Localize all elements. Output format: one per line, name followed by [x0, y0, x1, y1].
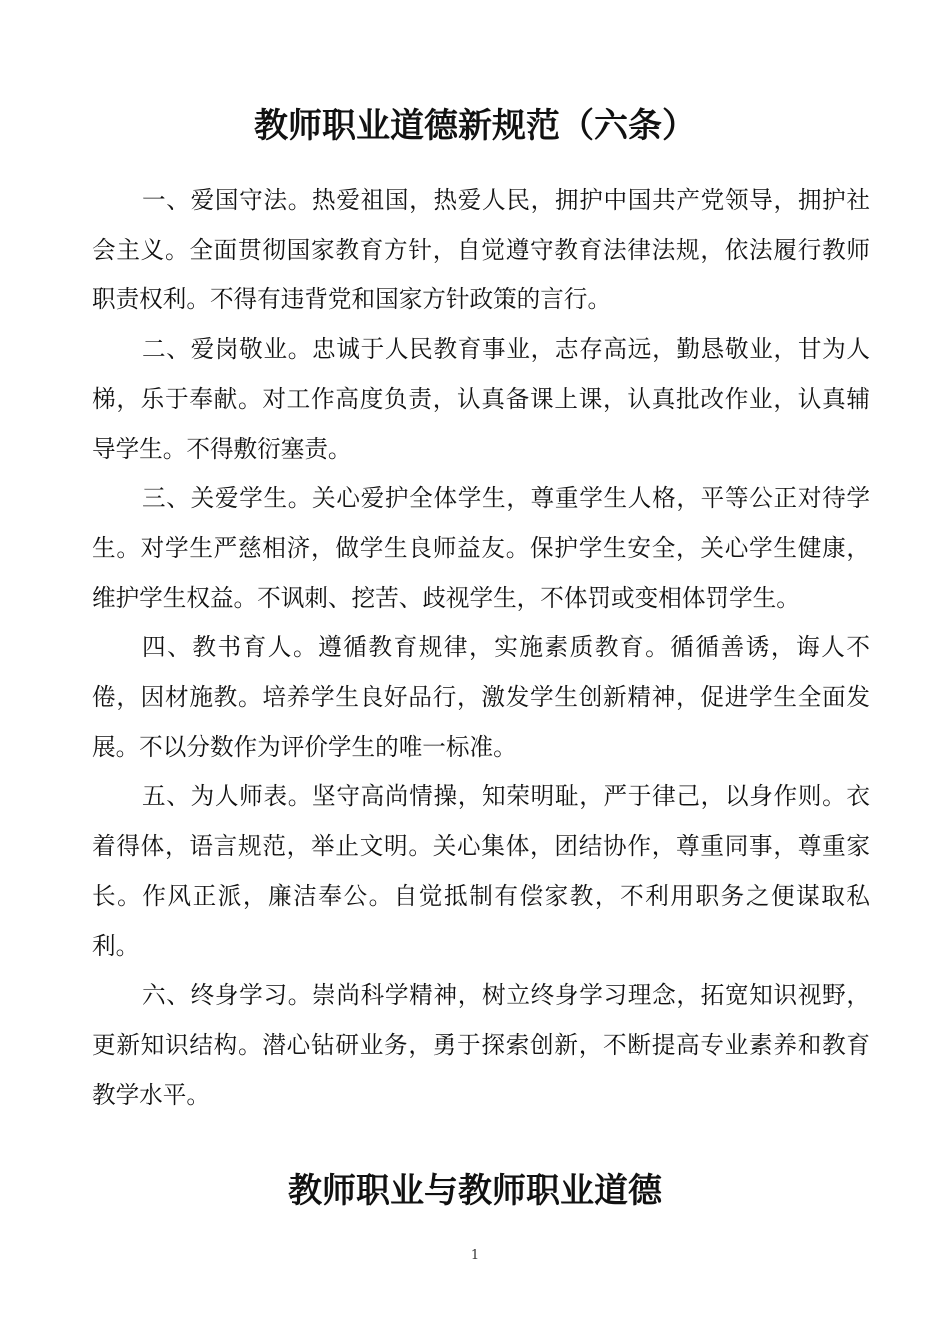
paragraph-5: 五、为人师表。坚守高尚情操，知荣明耻，严于律己，以身作则。衣着得体，语言规范，举止文明。关心集体，团结协作，尊重同事，尊重家长。作风正派，廉洁奉公。自觉抵制有偿家教，不利用职务之便谋取私利。 — [92, 782, 870, 960]
paragraph-2: 二、爱岗敬业。忠诚于人民教育事业，志存高远，勤恳敬业，甘为人梯，乐于奉献。对工作高度负责，认真备课上课，认真批改作业，认真辅导学生。不得敷衍塞责。 — [92, 335, 870, 463]
paragraph-6: 六、终身学习。崇尚科学精神，树立终身学习理念，拓宽知识视野，更新知识结构。潜心钻研业务，勇于探索创新，不断提高专业素养和教育教学水平。 — [92, 981, 870, 1109]
page-title: 教师职业道德新规范（六条） — [254, 106, 696, 146]
section-title: 教师职业与教师职业道德 — [288, 1171, 662, 1211]
page-number: 1 — [470, 1248, 480, 1263]
document-body — [92, 176, 870, 1120]
paragraph-1: 一、爱国守法。热爱祖国，热爱人民，拥护中国共产党领导，拥护社会主义。全面贯彻国家教育方针，自觉遵守教育法律法规，依法履行教师职责权利。不得有违背党和国家方针政策的言行。 — [92, 186, 870, 314]
paragraph-4: 四、教书育人。遵循教育规律，实施素质教育。循循善诱，诲人不倦，因材施教。培养学生良好品行，激发学生创新精神，促进学生全面发展。不以分数作为评价学生的唯一标准。 — [92, 633, 870, 761]
paragraph-3: 三、关爱学生。关心爱护全体学生，尊重学生人格，平等公正对待学生。对学生严慈相济，做学生良师益友。保护学生安全，关心学生健康，维护学生权益。不讽刺、挖苦、歧视学生，不体罚或变相体罚学生。 — [92, 484, 870, 612]
